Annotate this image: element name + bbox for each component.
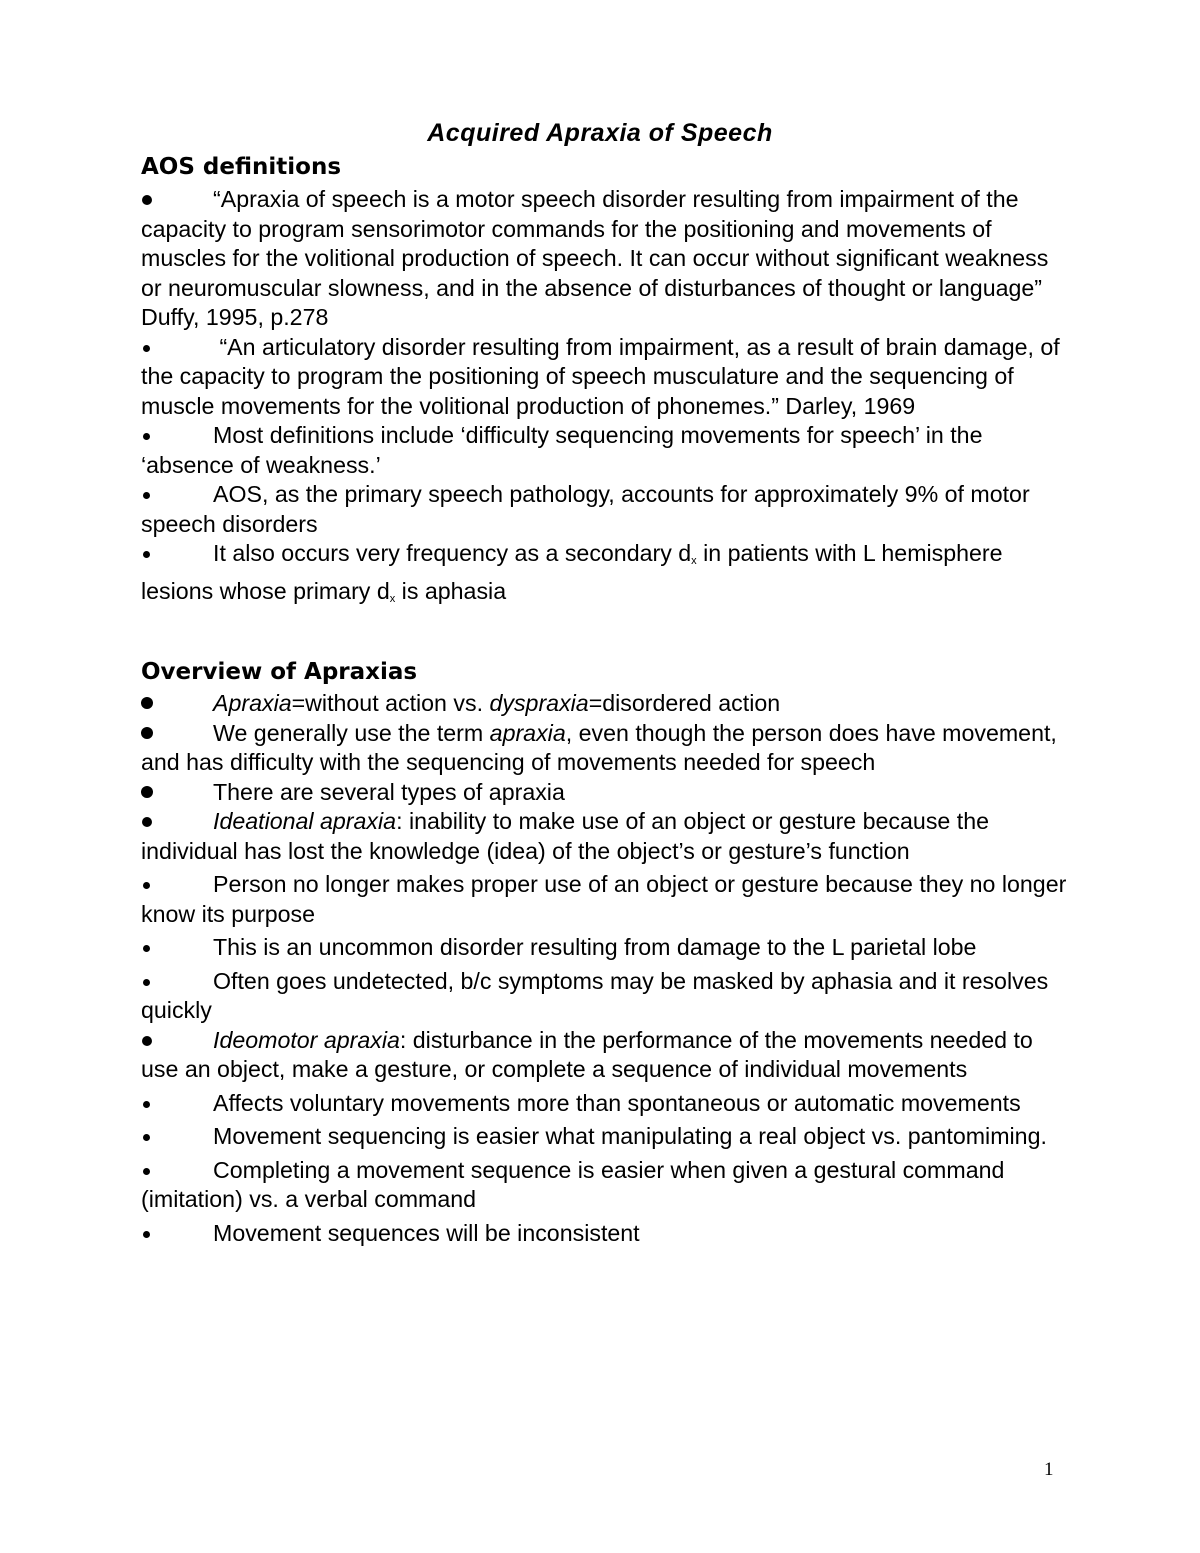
list-item [141, 1026, 1071, 1085]
bullet-icon [141, 333, 213, 363]
bullet-icon [141, 967, 213, 997]
bullet-icon [141, 1156, 213, 1186]
subscript: x [389, 592, 396, 605]
emphasis-text: apraxia [489, 719, 566, 746]
list-item-text: “Apraxia of speech is a motor speech disorder resulting from impairment of the capacity to program sensorimotor commands for the positioning and movements of muscles for the volitional production of speech. It can occur without significant weakness or neuromuscular slowness, and in the absence of disturbances of thought or language” Duffy, 1995, p.278 [141, 186, 1049, 330]
list-item-text: “An articulatory disorder resulting from impairment, as a result of brain damage, of the capacity to program the positioning of speech musculature and the sequencing of muscle movements for the volitional production of phonemes.” Darley, 1969 [141, 333, 1060, 419]
list-item-text: : disturbance in the performance of the movements needed to use an object, make a gesture, or complete a sequence of individual movements [141, 1026, 1033, 1082]
bullet-icon [141, 933, 213, 963]
aos-definitions-list [141, 185, 1071, 614]
bullet-icon [141, 1219, 213, 1249]
list-item-text: Often goes undetected, b/c symptoms may be masked by aphasia and it resolves quickly [141, 967, 1049, 1023]
list-item-text: Movement sequences will be inconsistent [213, 1219, 640, 1246]
section-heading-overview: Overview of Apraxias [141, 659, 418, 685]
list-item-text: Most definitions include ‘difficulty sequencing movements for speech’ in the ‘absence of weakness.’ [141, 422, 983, 478]
list-item [141, 870, 1071, 929]
document-title: Acquired Apraxia of Speech [427, 119, 773, 147]
bullet-icon [141, 539, 213, 569]
list-item [141, 1089, 1071, 1119]
list-item-text: Affects voluntary movements more than spontaneous or automatic movements [213, 1089, 1021, 1116]
list-item [141, 480, 1071, 539]
list-item-text: This is an uncommon disorder resulting from damage to the L parietal lobe [213, 934, 977, 960]
overview-list [141, 689, 1071, 1248]
list-item [141, 1156, 1071, 1215]
list-item-text: We generally use the term [213, 719, 490, 746]
bullet-icon [141, 421, 213, 451]
emphasis-text: Ideational apraxia [213, 808, 397, 834]
list-item [141, 333, 1071, 422]
list-item-text: Person no longer makes proper use of an object or gesture because they no longer know its purpose [141, 871, 1067, 927]
list-item [141, 421, 1071, 480]
bullet-icon [141, 480, 213, 510]
emphasis-text: Apraxia [213, 690, 292, 716]
list-item [141, 719, 1071, 778]
list-item [141, 807, 1071, 866]
list-item-text: Movement sequencing is easier what manipulating a real object vs. pantomiming. [213, 1123, 1047, 1149]
list-item-text: AOS, as the primary speech pathology, accounts for approximately 9% of motor speech disorders [141, 481, 1030, 537]
list-item [141, 185, 1071, 333]
bullet-icon [141, 1122, 213, 1152]
subscript: x [691, 555, 697, 567]
list-item-text: There are several types of apraxia [213, 778, 565, 805]
list-item-text: =disordered action [588, 690, 781, 716]
list-item [141, 967, 1071, 1026]
bullet-icon [141, 1026, 213, 1056]
list-item [141, 1122, 1071, 1152]
list-item-text: It also occurs very frequency as a secondary d [213, 540, 692, 566]
list-item-text: is aphasia [395, 577, 507, 604]
list-item [141, 933, 1071, 963]
list-item [141, 1219, 1071, 1249]
list-item-text: =without action vs. [291, 690, 490, 716]
list-item-text: Completing a movement sequence is easier when given a gestural command (imitation) vs. a verbal command [141, 1156, 1005, 1212]
list-item [141, 539, 1071, 614]
emphasis-text: dyspraxia [489, 690, 589, 716]
bullet-icon [141, 719, 213, 749]
bullet-icon [141, 185, 213, 215]
list-item-text: in patients with L hemisphere lesions whose primary d [141, 540, 1003, 604]
emphasis-text: Ideomotor apraxia [213, 1026, 400, 1053]
section-heading-aos-definitions: AOS definitions [141, 154, 342, 180]
list-item [141, 689, 1071, 719]
bullet-icon [141, 1089, 213, 1119]
list-item-text: , even though the person does have movement, and has difficulty with the sequencing of movements needed for speech [141, 719, 1057, 775]
list-item [141, 778, 1071, 808]
bullet-icon [141, 778, 213, 808]
page-number: 1 [1044, 1459, 1054, 1480]
bullet-icon [141, 870, 213, 900]
list-item-text: : inability to make use of an object or gesture because the individual has lost the knowledge (idea) of the object’s or gesture’s function [141, 808, 989, 864]
bullet-icon [141, 807, 213, 837]
bullet-icon [141, 689, 213, 719]
